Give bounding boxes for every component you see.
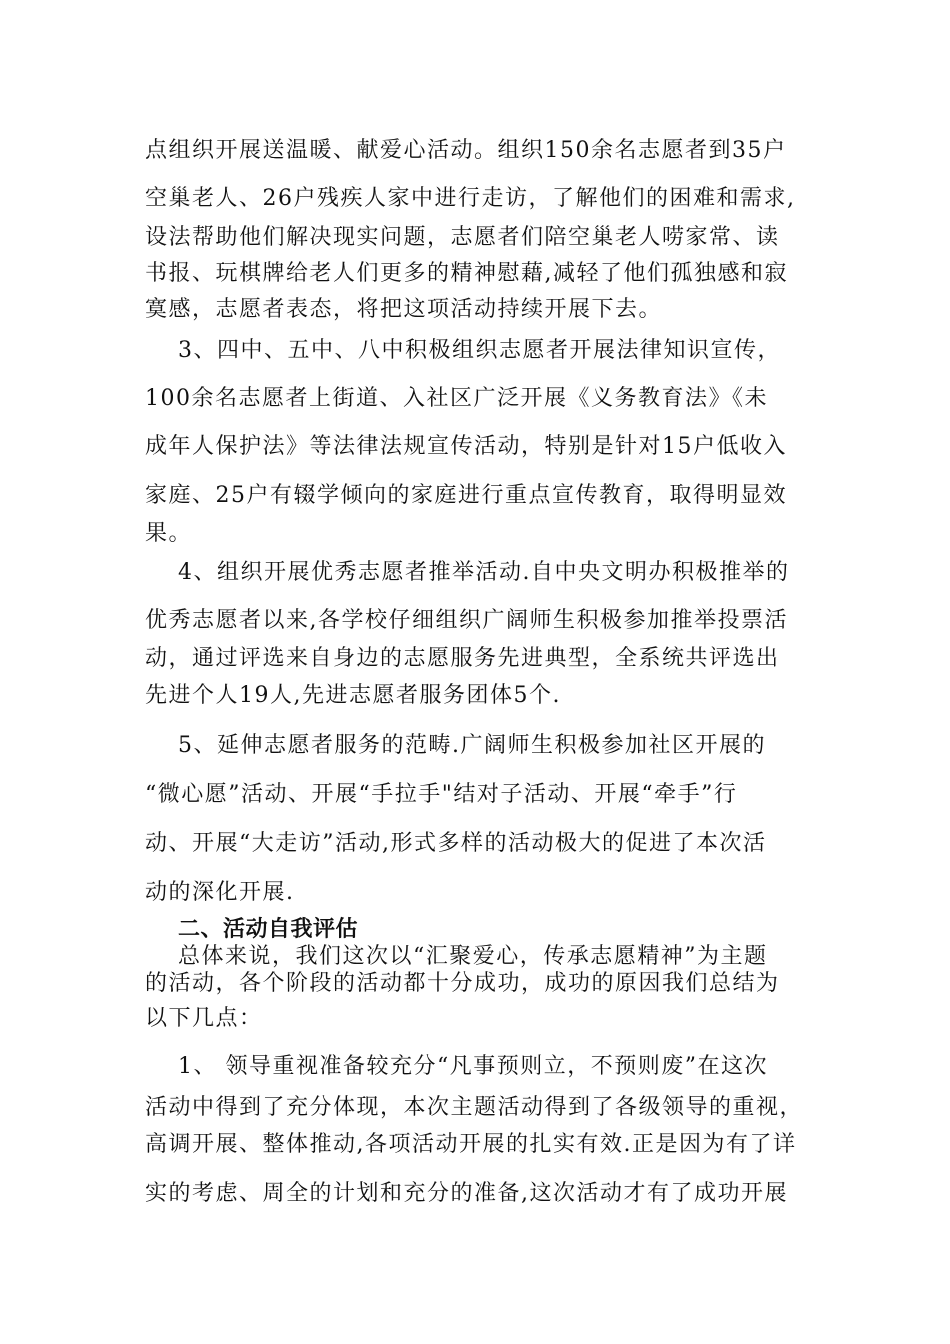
- paragraph-line: 高调开展、整体推动,各项活动开展的扎实有效.正是因为有了详: [145, 1132, 797, 1157]
- paragraph-line: 3、四中、五中、八中积极组织志愿者开展法律知识宣传，: [178, 338, 781, 363]
- paragraph-line: 点组织开展送温暖、献爱心活动。组织150余名志愿者到35户: [145, 138, 787, 163]
- paragraph-line: 寞感，志愿者表态，将把这项活动持续开展下去。: [145, 297, 663, 322]
- paragraph-line: 总体来说，我们这次以“汇聚爱心，传承志愿精神”为主题: [178, 944, 768, 969]
- paragraph-line: 优秀志愿者以来,各学校仔细组织广阔师生积极参加推举投票活: [145, 608, 788, 633]
- paragraph-line: 5、延伸志愿者服务的范畴.广阔师生积极参加社区开展的: [178, 733, 766, 758]
- paragraph-line: 以下几点：: [145, 1006, 263, 1031]
- section-heading: 二、活动自我评估: [178, 917, 359, 942]
- paragraph-line: 设法帮助他们解决现实问题，志愿者们陪空巢老人唠家常、读: [145, 225, 780, 250]
- paragraph-line: 实的考虑、周全的计划和充分的准备,这次活动才有了成功开展: [145, 1181, 788, 1206]
- paragraph-line: 100余名志愿者上街道、入社区广泛开展《义务教育法》《未: [145, 386, 768, 411]
- paragraph-line: 动，通过评选来自身边的志愿服务先进典型，全系统共评选出: [145, 646, 780, 671]
- paragraph-line: 家庭、25户有辍学倾向的家庭进行重点宣传教育，取得明显效: [145, 483, 787, 508]
- paragraph-line: 4、组织开展优秀志愿者推举活动.自中央文明办积极推举的: [178, 560, 790, 585]
- paragraph-line: 成年人保护法》等法律法规宣传活动，特别是针对15户低收入: [145, 434, 787, 459]
- paragraph-line: 的活动，各个阶段的活动都十分成功，成功的原因我们总结为: [145, 971, 780, 996]
- paragraph-line: 动的深化开展.: [145, 880, 295, 905]
- paragraph-line: “微心愿”活动、开展“手拉手"结对子活动、开展“牵手”行: [145, 782, 738, 807]
- paragraph-line: 动、开展“大走访”活动,形式多样的活动极大的促进了本次活: [145, 831, 767, 856]
- paragraph-line: 书报、玩棋牌给老人们更多的精神慰藉,减轻了他们孤独感和寂: [145, 261, 788, 286]
- paragraph-line: 果。: [145, 521, 193, 546]
- paragraph-line: 先进个人19人,先进志愿者服务团体5个.: [145, 683, 561, 708]
- paragraph-line: 1、 领导重视准备较充分“凡事预则立，不预则废”在这次: [178, 1054, 768, 1079]
- paragraph-line: 活动中得到了充分体现，本次主题活动得到了各级领导的重视，: [145, 1095, 804, 1120]
- paragraph-line: 空巢老人、26户残疾人家中进行走访，了解他们的困难和需求,: [145, 186, 796, 211]
